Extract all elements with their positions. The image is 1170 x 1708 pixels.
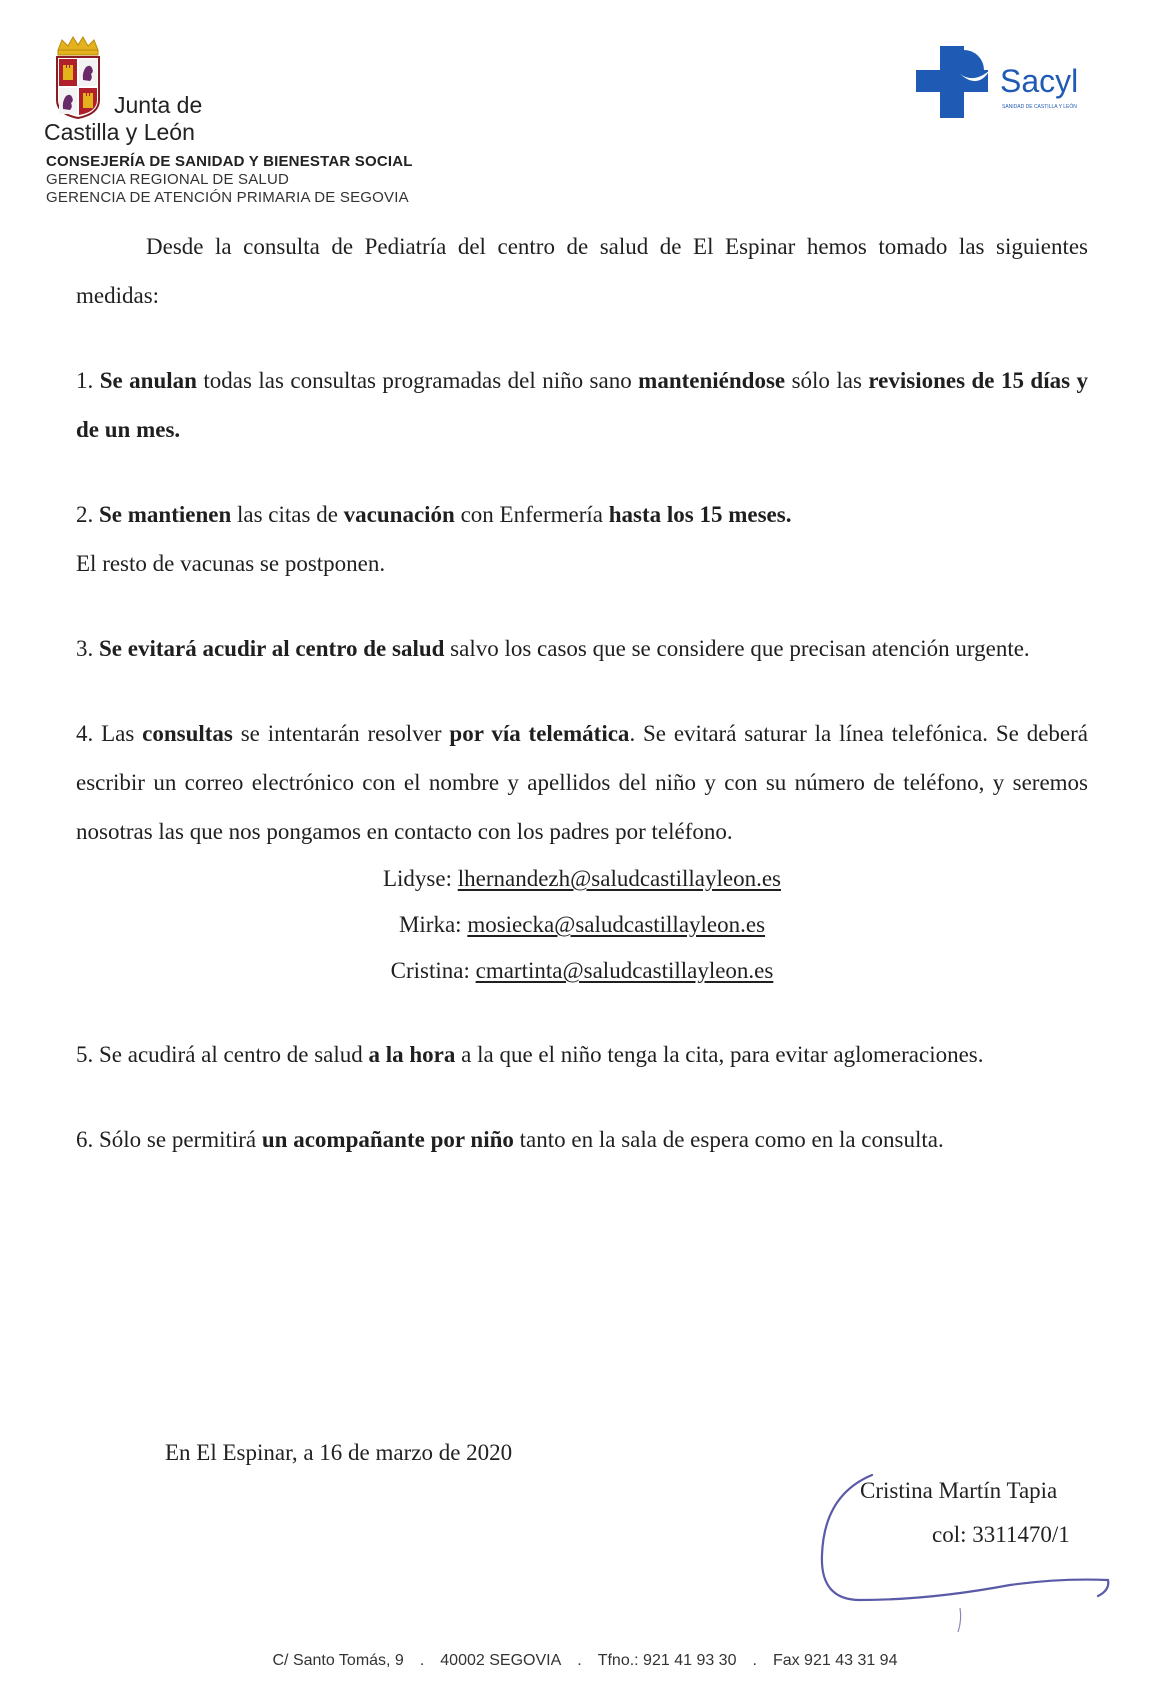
bold-text: un acompañante por niño [261, 1127, 514, 1152]
bold-text: por vía telemática [449, 721, 630, 746]
bold-text: vacunación [343, 502, 455, 527]
list-item: 5. Se acudirá al centro de salud a la hora a la que el niño tenga la cita, para evitar aglomeraciones. [76, 1042, 984, 1067]
contact-name: Mirka: [398, 912, 462, 937]
bold-text: Se evitará acudir al centro de salud [99, 636, 445, 661]
bold-text: Se mantienen [99, 502, 232, 527]
contact-email-link[interactable]: lhernandezh@saludcastillayleon.es [457, 866, 781, 891]
letter-body [76, 222, 1088, 1164]
sacyl-name: Sacyl [1000, 63, 1079, 99]
item-number: 5. [76, 1042, 94, 1067]
sacyl-tagline: SANIDAD DE CASTILLA Y LEÓN [1002, 104, 1077, 110]
intro-text: Desde la consulta de Pediatría del centro de salud de El Espinar hemos tomado las siguientes medidas: [76, 234, 1088, 308]
list-item: 3. Se evitará acudir al centro de salud salvo los casos que se considere que precisan atención urgente. [76, 636, 1030, 661]
list-item: 1. Se anulan todas las consultas programadas del niño sano manteniéndose sólo las revisiones de 15 días y de un mes. [76, 368, 1088, 442]
bold-text: revisiones de 15 días y de un mes. [76, 368, 1088, 442]
footer-address: C/ Santo Tomás, 9 [272, 1652, 404, 1669]
contact-row [76, 902, 1088, 948]
footer: C/ Santo Tomás, 9 . 40002 SEGOVIA . Tfno.: 921 41 93 30 . Fax 921 43 31 94 [272, 1652, 898, 1669]
signer-license: col: 3311470/1 [932, 1522, 1070, 1547]
subdepartment-2: GERENCIA DE ATENCIÓN PRIMARIA DE SEGOVIA [46, 189, 409, 206]
department-name: CONSEJERÍA DE SANIDAD Y BIENESTAR SOCIAL [46, 153, 413, 170]
bold-text: consultas [142, 721, 233, 746]
bold-text: a la hora [368, 1042, 456, 1067]
sacyl-logo-icon [916, 44, 1096, 130]
contact-email-link[interactable]: mosiecka@saludcastillayleon.es [467, 912, 766, 937]
item-number: 2. [76, 502, 94, 527]
bold-text: hasta los 15 meses. [608, 502, 792, 527]
org-name-line1: Junta de [114, 92, 203, 118]
intro-paragraph [76, 222, 1088, 320]
item-number: 4. [76, 721, 94, 746]
item-number: 6. [76, 1127, 94, 1152]
subdepartment-1: GERENCIA REGIONAL DE SALUD [46, 171, 290, 188]
list-item: 2. Se mantienen las citas de vacunación con Enfermería hasta los 15 meses. El resto de vacunas se postponen. [76, 502, 792, 576]
contact-name: Cristina: [390, 958, 470, 983]
item-note: El resto de vacunas se postponen. [76, 551, 386, 576]
bold-text: manteniéndose [638, 368, 786, 393]
bold-text: Se anulan [99, 368, 197, 393]
org-departments [46, 153, 413, 207]
item-number: 3. [76, 636, 94, 661]
list-item: 6. Sólo se permitirá un acompañante por niño tanto en la sala de espera como en la consulta. [76, 1127, 944, 1152]
contact-list [76, 856, 1088, 994]
footer-phone: Tfno.: 921 41 93 30 [597, 1652, 737, 1669]
org-name-line2: Castilla y León [44, 119, 195, 145]
contact-row [76, 856, 1088, 902]
item-number: 1. [76, 368, 94, 393]
contact-email-link[interactable]: cmartinta@saludcastillayleon.es [475, 958, 774, 983]
signer-name: Cristina Martín Tapia [860, 1478, 1058, 1503]
footer-fax: Fax 921 43 31 94 [772, 1652, 898, 1669]
contact-name: Lidyse: [382, 866, 452, 891]
date-line: En El Espinar, a 16 de marzo de 2020 [165, 1440, 513, 1465]
footer-city: 40002 SEGOVIA [440, 1652, 562, 1669]
list-item: 4. Las consultas se intentarán resolver por vía telemática. Se evitará saturar la línea telefónica. Se deberá escribir un correo electrónico con el nombre y apellidos del niño y con su número de teléfono, y seremos nosotras las que nos pongamos en contacto con los padres por teléfono. [76, 721, 1088, 844]
contact-row [76, 948, 1088, 994]
junta-castilla-leon-crest-icon [52, 34, 104, 120]
